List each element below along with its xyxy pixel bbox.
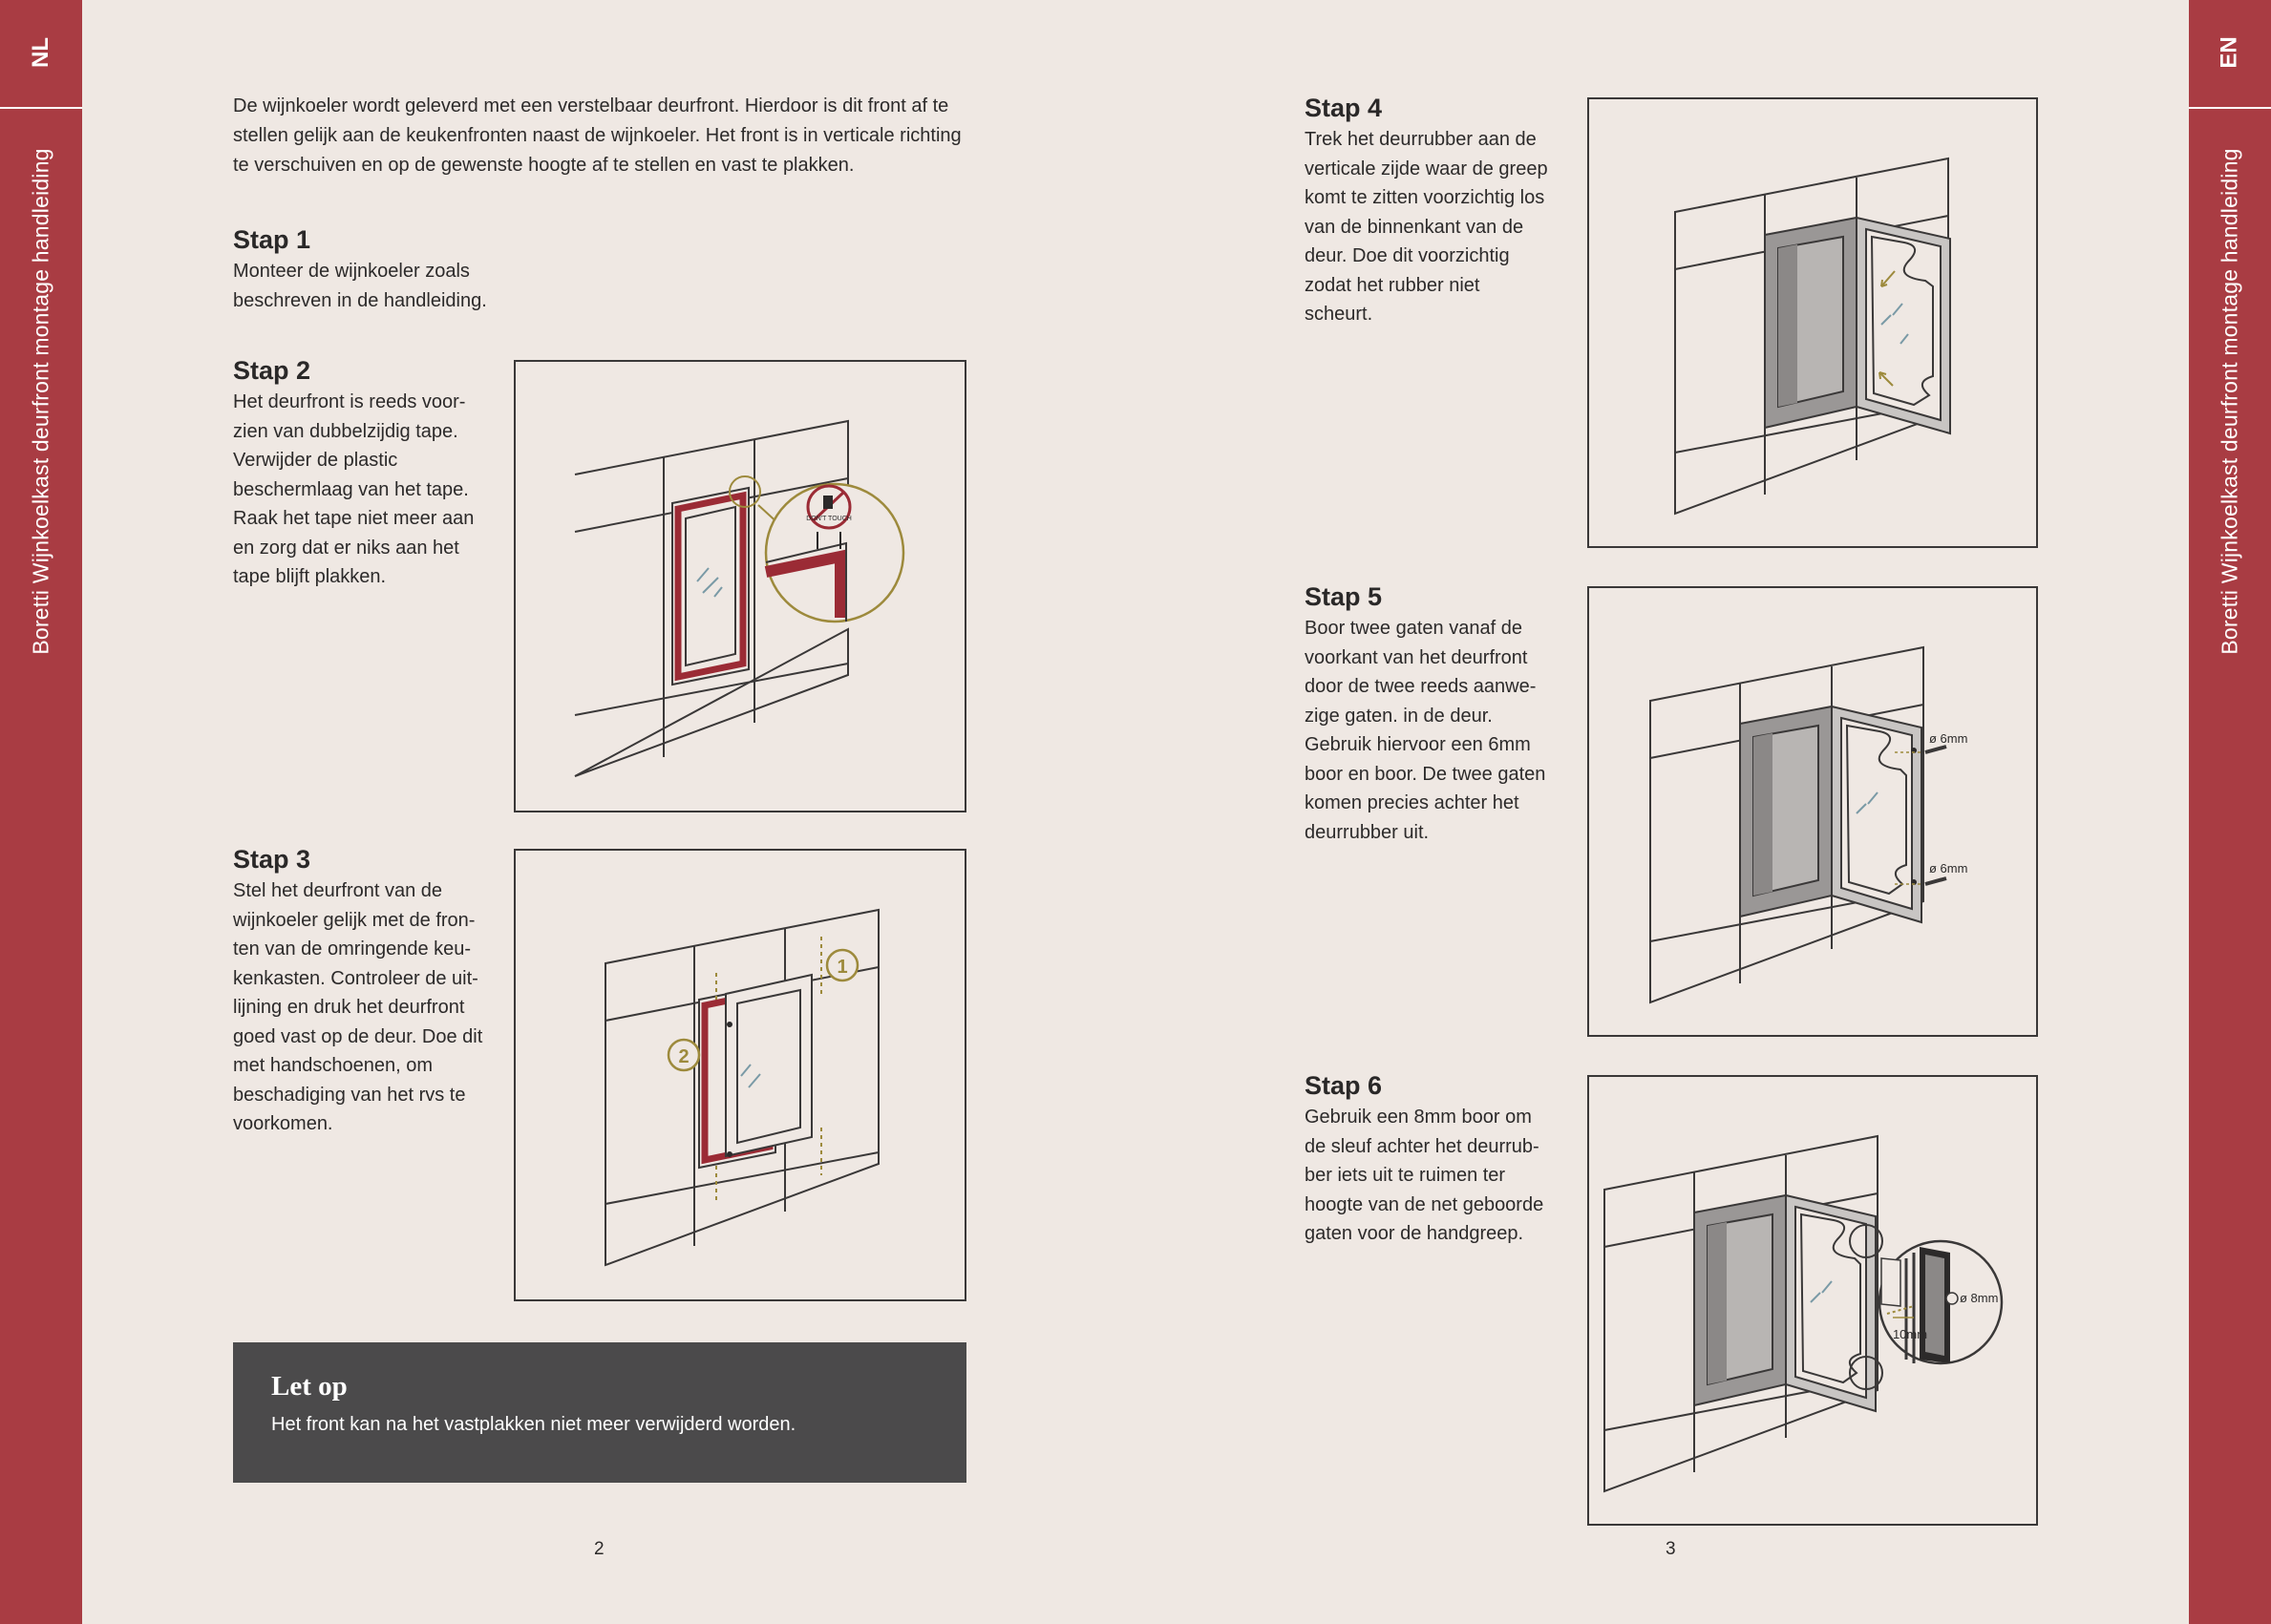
language-code-nl: NL: [28, 37, 53, 68]
side-divider: [0, 107, 82, 109]
step-title: Stap 6: [1305, 1071, 1383, 1100]
marker-2: 2: [678, 1046, 690, 1067]
dimension-label: ø 6mm: [1929, 861, 1968, 875]
step-text: Monteer de wijnkoeler zoals beschreven in de handleiding.: [233, 261, 487, 311]
illustration-step-3: [514, 849, 966, 1301]
warning-note: [233, 1342, 966, 1483]
step-text: Gebruik een 8mm boor om de sleuf achter het deurrub-ber iets uit te ruimen ter hoogte van de net geboorde gaten voor de handgreep.: [1305, 1107, 1544, 1244]
step-2: [233, 356, 483, 592]
step-title: Stap 5: [1305, 582, 1383, 611]
step-text: Het deurfront is reeds voor-zien van dubbelzijdig tape. Verwijder de plastic beschermlaag van het tape. Raak het tape niet meer aan en zorg dat er niks aan het tape blijft plakken.: [233, 391, 475, 587]
illustration-step-4: [1587, 97, 2038, 548]
right-side-bar: [2189, 0, 2271, 1624]
step-text: Boor twee gaten vanaf de voorkant van het deurfront door de twee reeds aanwe-zige gaten. in de deur. Gebruik hiervoor een 6mm boor en boor. De twee gaten komen precies achter het deurrubber uit.: [1305, 618, 1546, 843]
dimension-label: ø 8mm: [1960, 1291, 1999, 1305]
left-side-bar: [0, 0, 82, 1624]
step-text: Trek het deurrubber aan de verticale zijde waar de greep komt te zitten voorzichtig los van de binnenkant van de deur. Doe dit voorzichtig zodat het rubber niet scheurt.: [1305, 129, 1548, 325]
illustration-step-2: [514, 360, 966, 812]
note-text: Het front kan na het vastplakken niet meer verwijderd worden.: [271, 1414, 796, 1435]
note-title: Let op: [271, 1371, 348, 1402]
dimension-label: 10mm: [1892, 1327, 1928, 1341]
warning-label: DON'T TOUCH: [806, 516, 852, 522]
step-1: [233, 225, 491, 315]
step-3: [233, 845, 483, 1139]
side-title: Boretti Wijnkoelkast deurfront montage handleiding: [2217, 147, 2242, 655]
step-title: Stap 4: [1305, 94, 1383, 122]
page-number-right: 3: [1666, 1539, 1676, 1559]
side-divider: [2189, 107, 2271, 109]
step-title: Stap 1: [233, 225, 311, 254]
step-title: Stap 3: [233, 845, 311, 874]
step-title: Stap 2: [233, 356, 311, 385]
page-number-left: 2: [594, 1539, 605, 1559]
step-4: [1305, 94, 1553, 329]
marker-1: 1: [837, 957, 848, 978]
intro-paragraph: De wijnkoeler wordt geleverd met een verstelbaar deurfront. Hierdoor is dit front af te stellen gelijk aan de keukenfronten naast de wijnkoeler. Het front is in verticale richting te verschuiven en op de gewenste hoogte af te stellen en vast te plakken.: [233, 95, 962, 176]
illustration-step-6: [1587, 1075, 2038, 1526]
language-code-en: EN: [2217, 36, 2242, 69]
dimension-label: ø 6mm: [1929, 731, 1968, 746]
step-6: [1305, 1071, 1555, 1249]
illustration-step-5: [1587, 586, 2038, 1037]
step-text: Stel het deurfront van de wijnkoeler gelijk met de fron-ten van de omringende keu-kenkasten. Controleer de uit-lijning en druk het deurfront goed vast op de deur. Doe dit met handschoenen, om beschadiging van het rvs te voorkomen.: [233, 880, 483, 1134]
side-title: Boretti Wijnkoelkast deurfront montage handleiding: [28, 147, 53, 655]
step-5: [1305, 582, 1555, 847]
